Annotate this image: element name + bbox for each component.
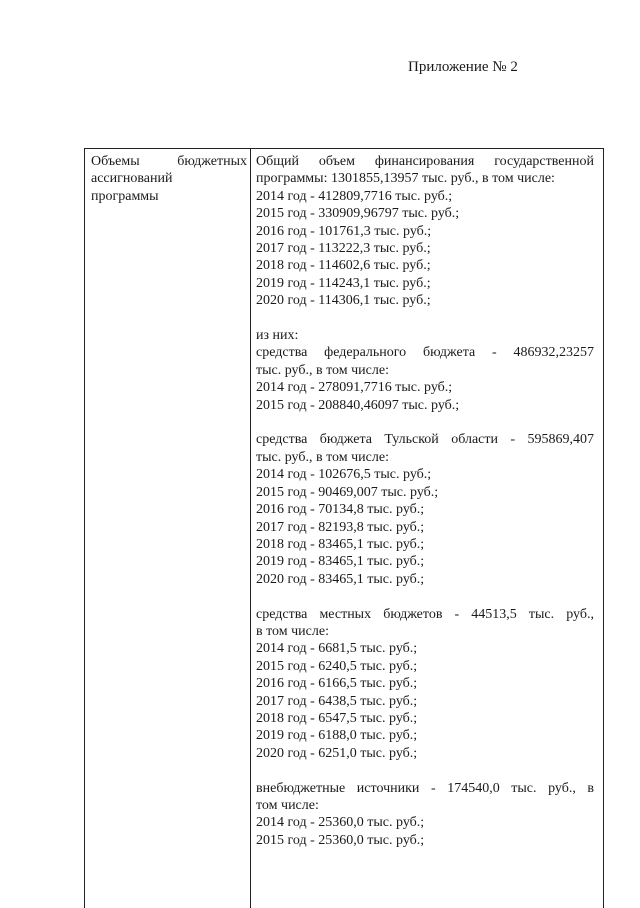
extrabudgetary-subtitle: том числе:: [256, 797, 319, 813]
column-divider: [250, 149, 251, 908]
of-them-label: из них:: [256, 328, 299, 344]
spacer: [256, 588, 594, 605]
regional-year-item: 2015 год - 90469,007 тыс. руб.;: [256, 484, 439, 500]
regional-year-item: 2018 год - 83465,1 тыс. руб.;: [256, 536, 425, 552]
local-year-item: 2020 год - 6251,0 тыс. руб.;: [256, 745, 418, 761]
local-budget-total: средства местных бюджетов - 44513,5 тыс. руб.,: [256, 606, 594, 622]
row-header-word-2: бюджетных: [177, 154, 247, 169]
regional-year-item: 2019 год - 83465,1 тыс. руб.;: [256, 554, 425, 570]
row-header-line-3: программы: [91, 188, 159, 204]
regional-year-item: 2014 год - 102676,5 тыс. руб.;: [256, 467, 432, 483]
total-years-list: [256, 188, 594, 310]
local-year-item: 2018 год - 6547,5 тыс. руб.;: [256, 710, 418, 726]
regional-year-item: 2020 год - 83465,1 тыс. руб.;: [256, 571, 425, 587]
total-year-item: 2018 год - 114602,6 тыс. руб.;: [256, 258, 431, 274]
total-year-item: 2014 год - 412809,7716 тыс. руб.;: [256, 188, 453, 204]
row-header-cell: [91, 153, 247, 205]
federal-year-item: 2015 год - 208840,46097 тыс. руб.;: [256, 397, 460, 413]
funding-table: [84, 148, 604, 908]
federal-year-item: 2014 год - 278091,7716 тыс. руб.;: [256, 380, 453, 396]
local-year-item: 2016 год - 6166,5 тыс. руб.;: [256, 676, 418, 692]
federal-budget-subtitle: тыс. руб., в том числе:: [256, 362, 389, 378]
local-year-item: 2014 год - 6681,5 тыс. руб.;: [256, 641, 418, 657]
extrabudgetary-year-item: 2014 год - 25360,0 тыс. руб.;: [256, 815, 425, 831]
local-year-item: 2019 год - 6188,0 тыс. руб.;: [256, 728, 418, 744]
extrabudgetary-years-list: [256, 814, 594, 849]
extrabudgetary-total: внебюджетные источники - 174540,0 тыс. руб., в: [256, 780, 594, 796]
total-intro: Общий объем финансирования государственной: [256, 154, 594, 169]
regional-year-item: 2017 год - 82193,8 тыс. руб.;: [256, 519, 425, 535]
regional-year-item: 2016 год - 70134,8 тыс. руб.;: [256, 502, 425, 518]
row-header-line-1: [91, 153, 247, 170]
spacer: [256, 414, 594, 431]
spacer: [256, 310, 594, 327]
local-years-list: [256, 640, 594, 762]
regional-years-list: [256, 466, 594, 588]
regional-budget-total: средства бюджета Тульской области - 595869,407: [256, 432, 594, 448]
local-year-item: 2017 год - 6438,5 тыс. руб.;: [256, 693, 418, 709]
total-year-item: 2017 год - 113222,3 тыс. руб.;: [256, 241, 431, 257]
local-year-item: 2015 год - 6240,5 тыс. руб.;: [256, 658, 418, 674]
appendix-label: Приложение № 2: [408, 59, 518, 75]
row-header-line-2: ассигнований: [91, 171, 173, 187]
spacer: [256, 762, 594, 779]
total-year-item: 2020 год - 114306,1 тыс. руб.;: [256, 293, 431, 309]
total-amount: программы: 1301855,13957 тыс. руб., в том числе:: [256, 171, 555, 187]
funding-details-cell: [256, 153, 594, 849]
federal-budget-total: средства федерального бюджета - 486932,23257: [256, 345, 594, 361]
total-year-item: 2015 год - 330909,96797 тыс. руб.;: [256, 206, 460, 222]
row-header-word-1: Объемы: [91, 154, 140, 169]
total-year-item: 2019 год - 114243,1 тыс. руб.;: [256, 275, 431, 291]
local-budget-subtitle: в том числе:: [256, 623, 329, 639]
regional-budget-subtitle: тыс. руб., в том числе:: [256, 449, 389, 465]
total-year-item: 2016 год - 101761,3 тыс. руб.;: [256, 223, 432, 239]
federal-years-list: [256, 379, 594, 414]
extrabudgetary-year-item: 2015 год - 25360,0 тыс. руб.;: [256, 832, 425, 848]
